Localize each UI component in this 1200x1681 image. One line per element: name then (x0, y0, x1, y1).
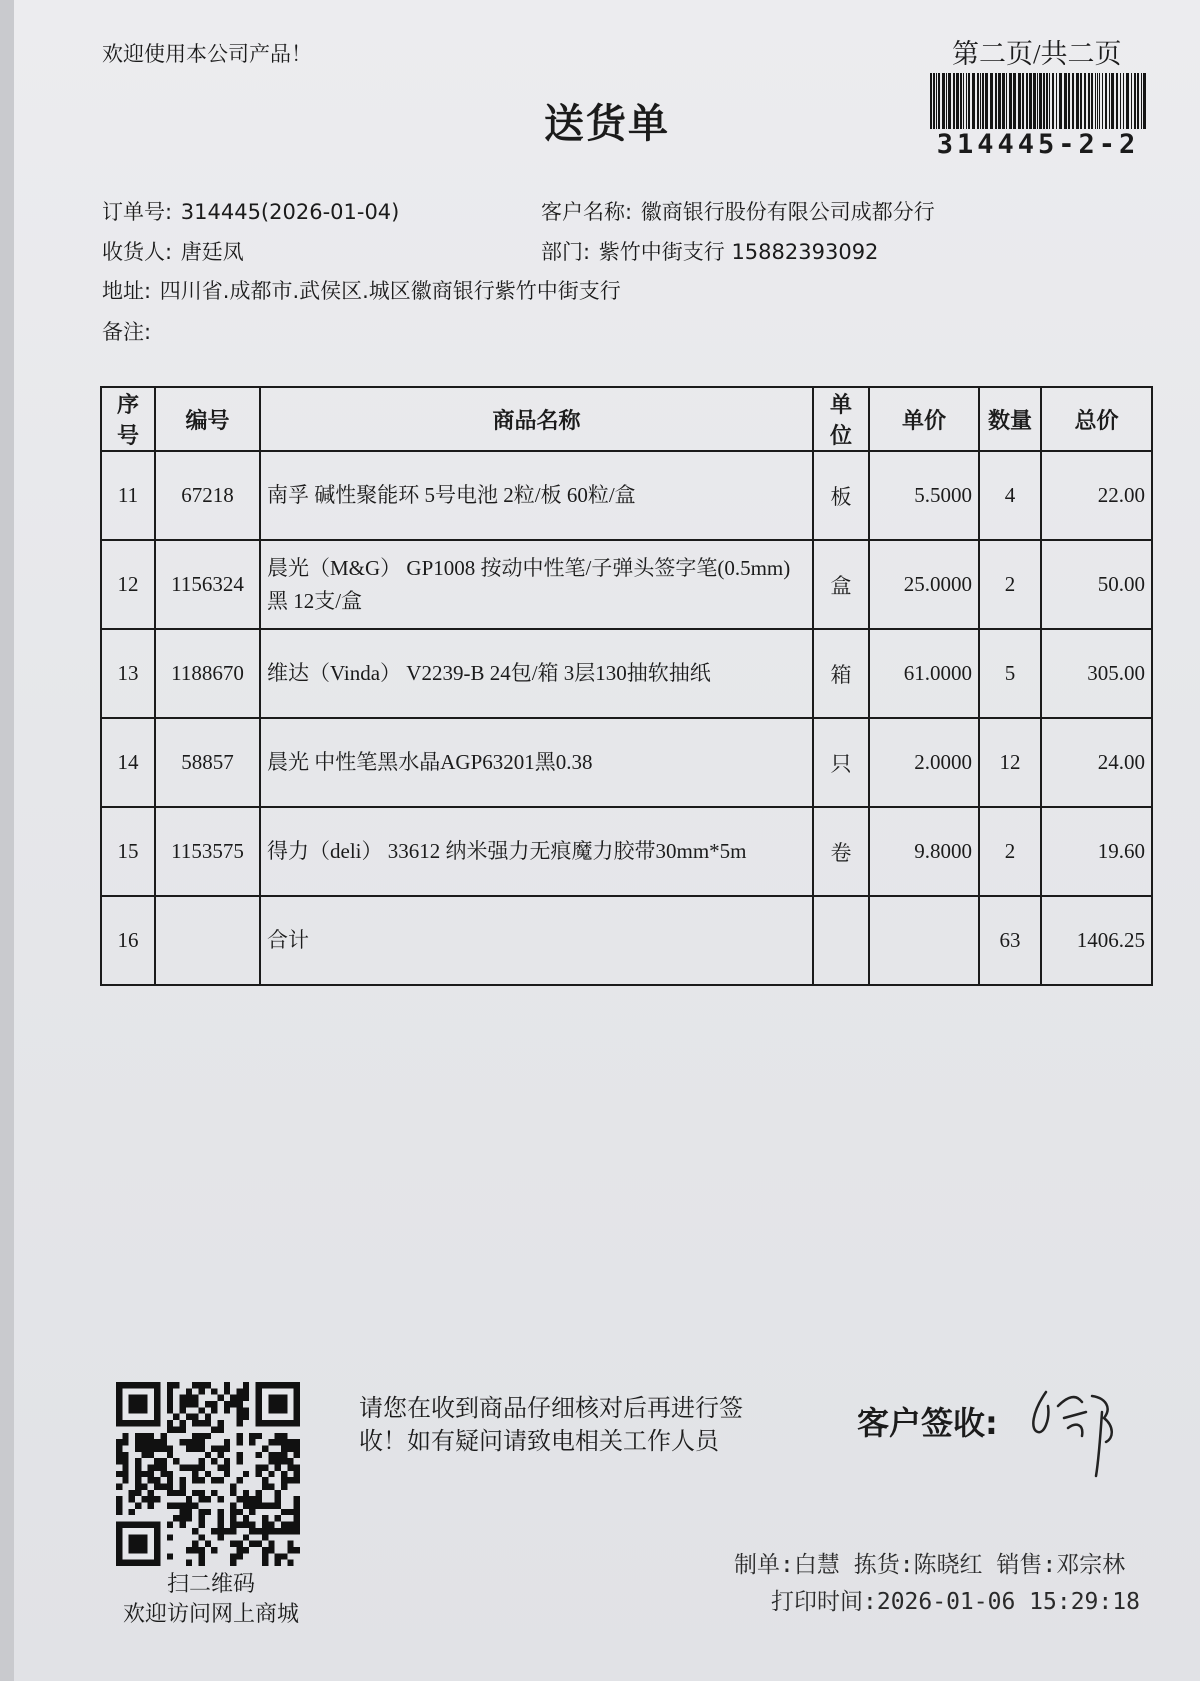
cell-qty: 63 (979, 896, 1041, 985)
cell-unit: 盒 (813, 540, 869, 629)
cell-total: 305.00 (1041, 629, 1152, 718)
order-number-label: 订单号: (102, 200, 173, 224)
customer-label: 客户名称: (541, 200, 633, 224)
cell-price: 25.0000 (869, 540, 979, 629)
cell-total: 1406.25 (1041, 896, 1152, 985)
cell-price: 5.5000 (869, 451, 979, 540)
cell-unit: 板 (813, 451, 869, 540)
cell-seq: 16 (101, 896, 155, 985)
customer-value: 徽商银行股份有限公司成都分行 (640, 200, 935, 224)
welcome-text: 欢迎使用本公司产品！ (102, 42, 312, 66)
header-seq: 序号 (101, 387, 155, 451)
department-value: 紫竹中街支行 15882393092 (598, 240, 879, 264)
cell-name: 合计 (260, 896, 813, 985)
cell-total: 24.00 (1041, 718, 1152, 807)
handwritten-signature (1024, 1372, 1134, 1482)
items-table (100, 386, 1153, 986)
cell-code: 58857 (155, 718, 260, 807)
cell-seq: 11 (101, 451, 155, 540)
cell-unit: 箱 (813, 629, 869, 718)
department-field (541, 236, 878, 266)
cell-price: 9.8000 (869, 807, 979, 896)
qr-caption-scan: 扫二维码 (166, 1571, 255, 1596)
header-code: 编号 (155, 387, 260, 451)
staff-info: 制单:白慧 拣货:陈晓红 销售:邓宗林 (734, 1552, 1126, 1578)
cell-qty: 12 (979, 718, 1041, 807)
cell-qty: 5 (979, 629, 1041, 718)
cell-price: 61.0000 (869, 629, 979, 718)
header-total: 总价 (1041, 387, 1152, 451)
cell-seq: 14 (101, 718, 155, 807)
table-total-row (101, 896, 1152, 985)
cell-code (155, 896, 260, 985)
cell-unit: 只 (813, 718, 869, 807)
cell-qty: 2 (979, 807, 1041, 896)
document-title: 送货单 (544, 101, 670, 147)
cell-price (869, 896, 979, 985)
address-value: 四川省.成都市.武侯区.城区徽商银行紫竹中街支行 (159, 279, 621, 303)
cell-unit: 卷 (813, 807, 869, 896)
table-row (101, 718, 1152, 807)
department-label: 部门: (541, 240, 591, 264)
cell-name: 维达（Vinda） V2239-B 24包/箱 3层130抽软抽纸 (260, 629, 813, 718)
table-row (101, 629, 1152, 718)
print-time: 打印时间:2026-01-06 15:29:18 (771, 1589, 1140, 1615)
address-label: 地址: (102, 279, 152, 303)
notice-line-2: 收！如有疑问请致电相关工作人员 (359, 1427, 719, 1455)
cell-seq: 15 (101, 807, 155, 896)
remark-field (102, 316, 153, 346)
customer-sign-label: 客户签收: (857, 1404, 998, 1442)
receiver-label: 收货人: (102, 240, 173, 264)
cell-name: 晨光 中性笔黑水晶AGP63201黑0.38 (260, 718, 813, 807)
cell-code: 1188670 (155, 629, 260, 718)
cell-code: 1153575 (155, 807, 260, 896)
receiver-value: 唐廷凤 (180, 240, 244, 264)
customer-field (541, 196, 935, 226)
cell-code: 67218 (155, 451, 260, 540)
cell-name: 晨光（M&G） GP1008 按动中性笔/子弹头签字笔(0.5mm)黑 12支/盒 (260, 540, 813, 629)
cell-unit (813, 896, 869, 985)
barcode-number: 314445-2-2 (936, 129, 1140, 160)
address-field (102, 275, 621, 305)
qr-caption-mall: 欢迎访问网上商城 (122, 1601, 299, 1626)
header-price: 单价 (869, 387, 979, 451)
header-name: 商品名称 (260, 387, 813, 451)
header-unit: 单位 (813, 387, 869, 451)
cell-qty: 2 (979, 540, 1041, 629)
table-row (101, 540, 1152, 629)
notice-line-1: 请您在收到商品仔细核对后再进行签 (359, 1394, 743, 1422)
cell-total: 19.60 (1041, 807, 1152, 896)
cell-total: 22.00 (1041, 451, 1152, 540)
header-qty: 数量 (979, 387, 1041, 451)
cell-price: 2.0000 (869, 718, 979, 807)
cell-seq: 13 (101, 629, 155, 718)
cell-code: 1156324 (155, 540, 260, 629)
cell-seq: 12 (101, 540, 155, 629)
cell-name: 南孚 碱性聚能环 5号电池 2粒/板 60粒/盒 (260, 451, 813, 540)
cell-name: 得力（deli） 33612 纳米强力无痕魔力胶带30mm*5m (260, 807, 813, 896)
order-number-field (102, 196, 399, 226)
remark-label: 备注: (102, 320, 152, 344)
delivery-note-paper (14, 0, 1200, 1681)
qr-code-icon (116, 1382, 300, 1566)
receiver-field (102, 236, 244, 266)
inspection-notice (359, 1392, 779, 1458)
cell-qty: 4 (979, 451, 1041, 540)
page-indicator: 第二页/共二页 (952, 39, 1122, 69)
table-row (101, 451, 1152, 540)
table-header-row (101, 387, 1152, 451)
order-number-value: 314445(2026-01-04) (180, 200, 400, 224)
cell-total: 50.00 (1041, 540, 1152, 629)
table-row (101, 807, 1152, 896)
